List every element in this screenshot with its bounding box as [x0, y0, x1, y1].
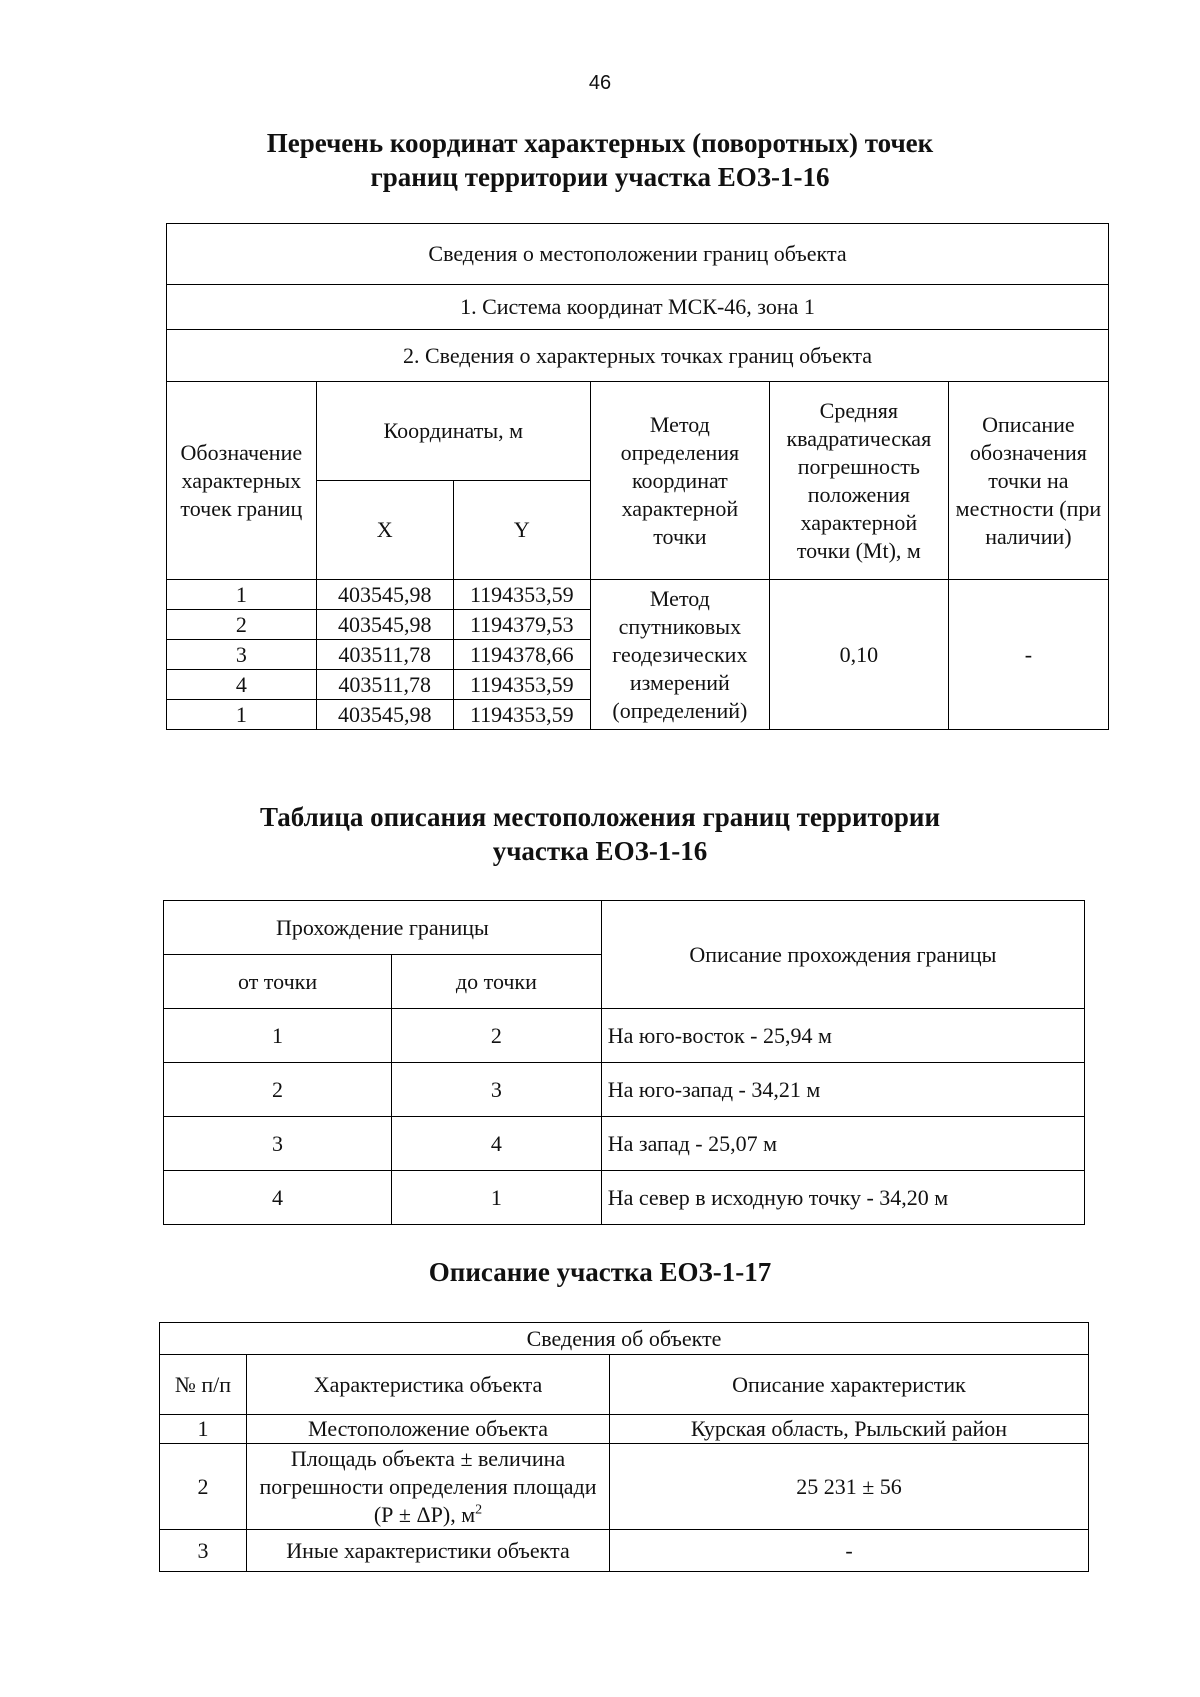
col-characteristic-description-header: Описание характеристик	[610, 1355, 1089, 1415]
superscript: 2	[475, 1502, 483, 1518]
point-cell: 4	[167, 670, 317, 700]
passage-description-cell: На юго-запад - 34,21 м	[601, 1063, 1084, 1117]
table-row	[167, 330, 1109, 382]
coordinate-system: 1. Система координат МСК-46, зона 1	[167, 285, 1109, 330]
y-cell: 1194353,59	[453, 580, 590, 610]
points-title: 2. Сведения о характерных точках границ объекта	[167, 330, 1109, 382]
x-cell: 403545,98	[316, 580, 453, 610]
passage-description-cell: На юго-восток - 25,94 м	[601, 1009, 1084, 1063]
characteristic-cell: Иные характеристики объекта	[247, 1530, 610, 1572]
passage-description-cell: На север в исходную точку - 34,20 м	[601, 1171, 1084, 1225]
section2-heading-line2: участка ЕОЗ-1-16	[492, 836, 708, 866]
table-row	[160, 1530, 1089, 1572]
section2-heading	[0, 800, 1200, 868]
point-cell: 3	[167, 640, 317, 670]
object-info-table	[159, 1322, 1089, 1572]
section3-heading: Описание участка ЕОЗ-1-17	[428, 1257, 772, 1287]
table-row	[160, 1444, 1089, 1530]
num-cell: 2	[160, 1444, 247, 1530]
to-cell: 4	[392, 1117, 602, 1171]
error-cell: 0,10	[769, 580, 948, 730]
to-cell: 3	[392, 1063, 602, 1117]
table-row	[167, 580, 1109, 610]
col-y-header: Y	[453, 481, 590, 580]
point-cell: 1	[167, 580, 317, 610]
col-description-header: Описание обозначения точки на местности (при наличии)	[948, 382, 1108, 580]
section1-heading	[0, 126, 1200, 194]
passage-description-cell: На запад - 25,07 м	[601, 1117, 1084, 1171]
to-cell: 2	[392, 1009, 602, 1063]
method-cell: Метод спутниковых геодезических измерений (определений)	[590, 580, 769, 730]
coordinates-table	[166, 223, 1109, 730]
table-row	[160, 1355, 1089, 1415]
page-number: 46	[588, 72, 612, 94]
x-cell: 403511,78	[316, 670, 453, 700]
to-cell: 1	[392, 1171, 602, 1225]
table-row	[160, 1415, 1089, 1444]
col-designation-header: Обозначение характерных точек границ	[167, 382, 317, 580]
y-cell: 1194379,53	[453, 610, 590, 640]
y-cell: 1194353,59	[453, 700, 590, 730]
col-x-header: X	[316, 481, 453, 580]
characteristic-text: Площадь объекта ± величина погрешности определения площади (Р ± ΔР), м	[259, 1445, 597, 1527]
num-cell: 3	[160, 1530, 247, 1572]
table-row	[167, 382, 1109, 481]
characteristic-cell	[247, 1444, 610, 1530]
x-cell: 403545,98	[316, 700, 453, 730]
boundary-description-table	[163, 900, 1085, 1225]
description-cell: -	[948, 580, 1108, 730]
characteristic-cell: Местоположение объекта	[247, 1415, 610, 1444]
table-row	[167, 285, 1109, 330]
col-to-header: до точки	[392, 955, 602, 1009]
col-num-header: № п/п	[160, 1355, 247, 1415]
from-cell: 2	[164, 1063, 392, 1117]
point-cell: 2	[167, 610, 317, 640]
point-cell: 1	[167, 700, 317, 730]
x-cell: 403511,78	[316, 640, 453, 670]
table-row	[164, 1171, 1085, 1225]
y-cell: 1194378,66	[453, 640, 590, 670]
from-cell: 4	[164, 1171, 392, 1225]
characteristic-description-cell: 25 231 ± 56	[610, 1444, 1089, 1530]
col-method-header: Метод определения координат характерной точки	[590, 382, 769, 580]
object-info-title: Сведения об объекте	[160, 1323, 1089, 1355]
y-cell: 1194353,59	[453, 670, 590, 700]
table-row	[167, 224, 1109, 285]
characteristic-description-cell: -	[610, 1530, 1089, 1572]
table-row	[164, 1117, 1085, 1171]
num-cell: 1	[160, 1415, 247, 1444]
table-row	[164, 1009, 1085, 1063]
col-characteristic-header: Характеристика объекта	[247, 1355, 610, 1415]
col-passage-header: Прохождение границы	[164, 901, 602, 955]
col-passage-description-header: Описание прохождения границы	[601, 901, 1084, 1009]
from-cell: 1	[164, 1009, 392, 1063]
table-row	[164, 901, 1085, 955]
col-from-header: от точки	[164, 955, 392, 1009]
table-row	[160, 1323, 1089, 1355]
col-coordinates-header: Координаты, м	[316, 382, 590, 481]
x-cell: 403545,98	[316, 610, 453, 640]
object-location-title: Сведения о местоположении границ объекта	[167, 224, 1109, 285]
table-row	[164, 1063, 1085, 1117]
section1-heading-line1: Перечень координат характерных (поворотных) точек	[266, 128, 934, 158]
characteristic-description-cell: Курская область, Рыльский район	[610, 1415, 1089, 1444]
section1-heading-line2: границ территории участка ЕОЗ-1-16	[370, 162, 830, 192]
col-error-header: Средняя квадратическая погрешность положения характерной точки (Mt), м	[769, 382, 948, 580]
section2-heading-line1: Таблица описания местоположения границ территории	[259, 802, 941, 832]
from-cell: 3	[164, 1117, 392, 1171]
